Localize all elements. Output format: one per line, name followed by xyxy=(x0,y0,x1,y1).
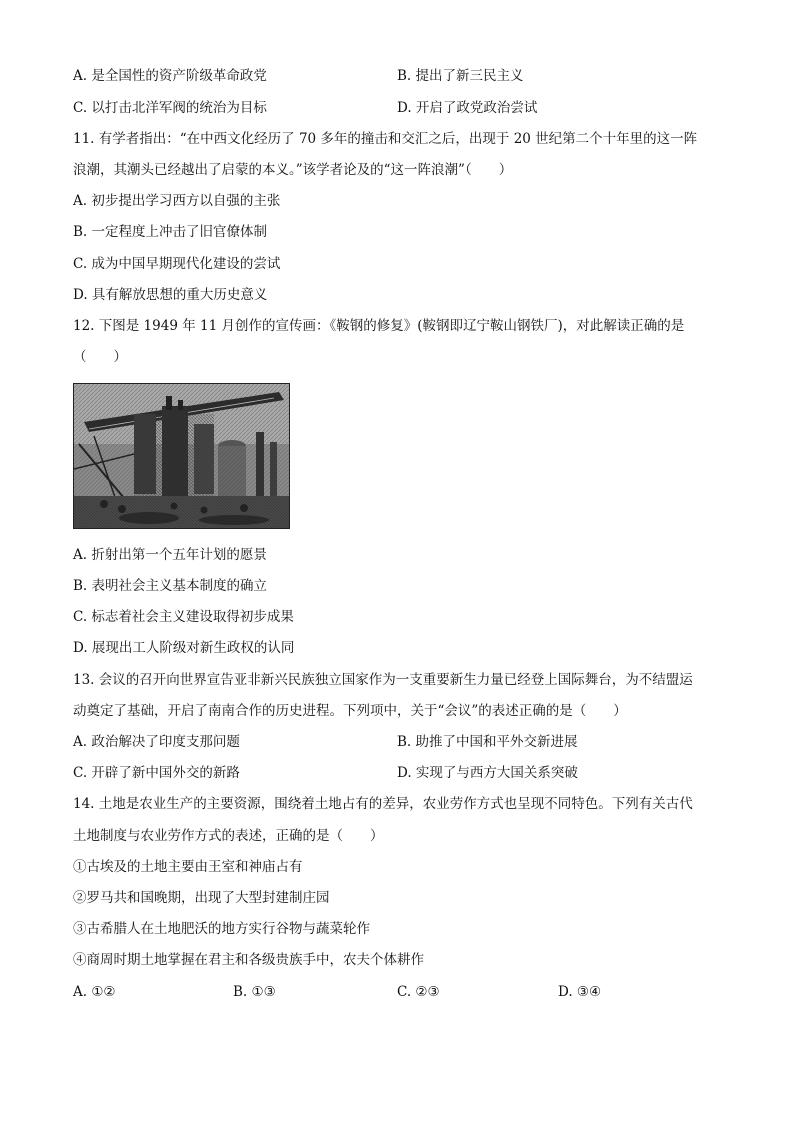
q10-option-b: B. 提出了新三民主义 xyxy=(397,68,524,84)
q12-option-d: D. 展现出工人阶级对新生政权的认同 xyxy=(73,640,295,656)
q14-option-a: A. ①② xyxy=(73,984,116,1000)
q11-option-c: C. 成为中国早期现代化建设的尝试 xyxy=(73,256,281,272)
q14-item-1: ①古埃及的土地主要由王室和神庙占有 xyxy=(73,859,303,875)
q13-option-b: B. 助推了中国和平外交新进展 xyxy=(397,734,578,750)
q12-option-a: A. 折射出第一个五年计划的愿景 xyxy=(73,547,267,563)
q12-stem-line1: 12. 下图是 1949 年 11 月创作的宣传画：《鞍钢的修复》(鞍钢即辽宁鞍山钢铁厂)，对此解读正确的是 xyxy=(73,318,685,334)
q14-option-c: C. ②③ xyxy=(397,984,440,1000)
steelworks-illustration xyxy=(74,384,289,528)
q10-option-c: C. 以打击北洋军阀的统治为目标 xyxy=(73,100,267,116)
q12-stem-line2: （ ） xyxy=(73,349,127,365)
q11-stem-line2: 浪潮，其潮头已经越出了启蒙的本义。”该学者论及的“这一阵浪潮”（ ） xyxy=(73,162,513,178)
q14-stem-line2: 土地制度与农业劳作方式的表述，正确的是（ ） xyxy=(73,828,384,844)
q12-option-c: C. 标志着社会主义建设取得初步成果 xyxy=(73,609,294,625)
q10-option-d: D. 开启了政党政治尝试 xyxy=(397,100,538,116)
q10-option-a: A. 是全国性的资产阶级革命政党 xyxy=(73,68,267,84)
q12-option-b: B. 表明社会主义基本制度的确立 xyxy=(73,578,268,594)
q11-option-d: D. 具有解放思想的重大历史意义 xyxy=(73,287,268,303)
q13-option-d: D. 实现了与西方大国关系突破 xyxy=(397,765,578,781)
q14-stem-line1: 14. 土地是农业生产的主要资源，围绕着土地占有的差异，农业劳作方式也呈现不同特色。下列有关古代 xyxy=(73,796,693,812)
q14-option-b: B. ①③ xyxy=(233,984,276,1000)
q13-option-a: A. 政治解决了印度支那问题 xyxy=(73,734,240,750)
q13-stem-line1: 13. 会议的召开向世界宣告亚非新兴民族独立国家作为一支重要新生力量已经登上国际舞台，为不结盟运 xyxy=(73,672,693,688)
q13-stem-line2: 动奠定了基础，开启了南南合作的历史进程。下列项中，关于“会议”的表述正确的是（ ） xyxy=(73,703,627,719)
q11-option-a: A. 初步提出学习西方以自强的主张 xyxy=(73,193,281,209)
q11-option-b: B. 一定程度上冲击了旧官僚体制 xyxy=(73,224,268,240)
propaganda-poster-image xyxy=(73,383,290,529)
q14-item-2: ②罗马共和国晚期，出现了大型封建制庄园 xyxy=(73,890,330,906)
q11-stem-line1: 11. 有学者指出：“在中西文化经历了 70 多年的撞击和交汇之后，出现于 20 世纪第二个十年里的这一阵 xyxy=(73,131,698,147)
q14-option-d: D. ③④ xyxy=(558,984,602,1000)
q14-item-3: ③古希腊人在土地肥沃的地方实行谷物与蔬菜轮作 xyxy=(73,921,370,937)
q14-item-4: ④商周时期土地掌握在君主和各级贵族手中，农夫个体耕作 xyxy=(73,952,424,968)
q13-option-c: C. 开辟了新中国外交的新路 xyxy=(73,765,240,781)
